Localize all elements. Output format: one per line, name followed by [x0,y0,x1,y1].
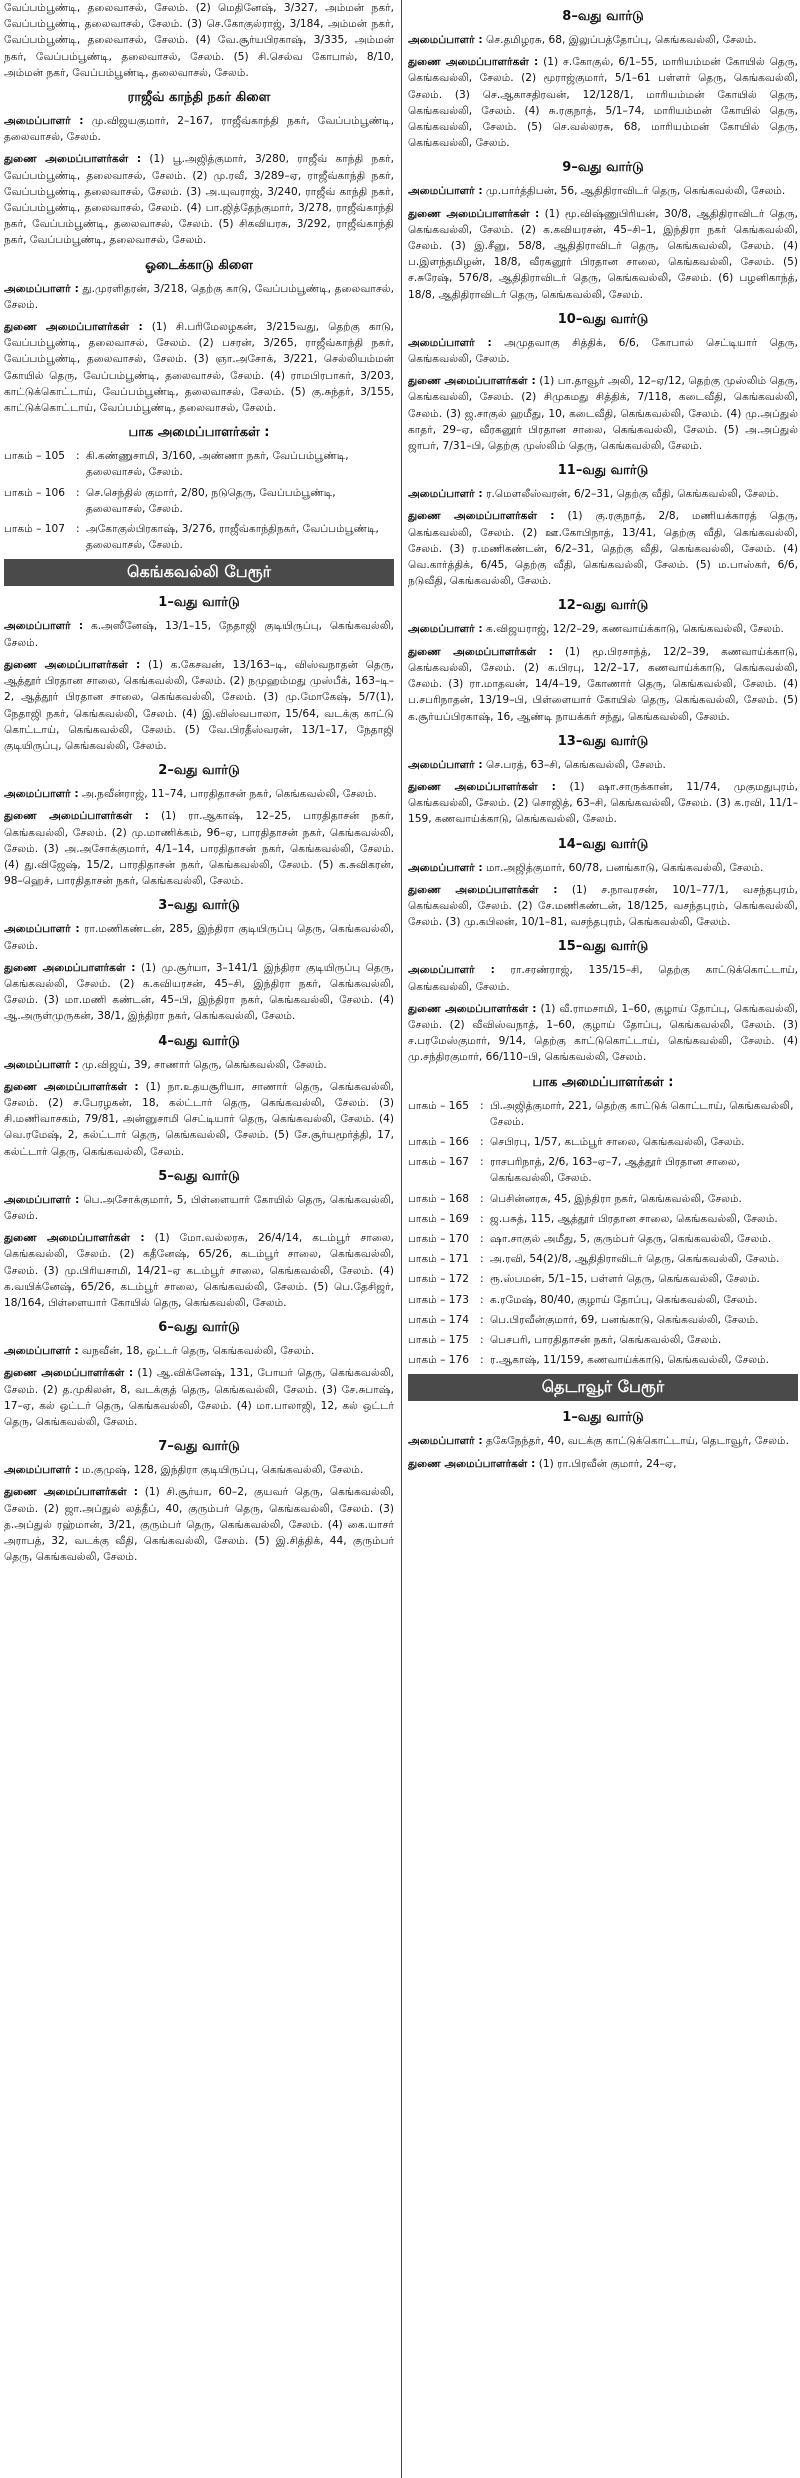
organizer-label: அமைப்பாளர் : [4,923,80,936]
ward-title: 4–வது வார்டு [158,1033,240,1049]
deputies-label: துணை அமைப்பாளர்கள் : [408,510,555,523]
ward-title: 10–வது வார்டு [557,311,649,327]
ward-organizer [408,757,798,773]
ward-deputies [408,508,798,589]
deputies-text: (1) பா.தாவூர் அலி, 12–ஏ/12, தெற்கு முஸ்லிம் தெரு, கெங்கவல்லி, சேலம். (2) சிமுகமது சித்திக், 7/118, கடைவீதி, கெங்கவல்லி, சேலம். (3) ஜ.சாகுல் ஹமீது, 10, கடைவீதி, கெங்கவல்லி, சேலம். (4) மு.அப்துல் காதர், 29–ஏ, வீரகனூர் பிரதான சாலை, கெங்கவல்லி, சேலம். (5) அ.அப்துல் ஜாபர், 7/31–பி, தெற்கு முஸ்லிம் தெரு, கெங்கவல்லி, சேலம். [408,375,798,453]
organizer-label: அமைப்பாளர் : [408,488,483,501]
deputies-text: (1) பூ.அஜித்குமார், 3/280, ராஜீவ் காந்தி நகர், வேப்பம்பூண்டி, தலைவாசல், சேலம். (2) மு.ரவீ, 3/289–ஏ, ராஜீவ்காந்தி நகர், வேப்பம்பூண்டி, தலைவாசல், சேலம். (3) அ.யுவராஜ், 3/240, ராஜீவ் காந்தி நகர், வேப்பம்பூண்டி, தலைவாசல், சேலம். (4) பா.ஜித்தேந்குமார், 3/278, ராஜீவ்காந்தி நகர், வேப்பம்பூண்டி, தலைவாசல், சேலம். (5) சிகவியரசு, 3/292, ராஜீவ்காந்தி நகர், வேப்பம்பூண்டி, தலைவாசல், சேலம். [4,153,394,247]
ward-title: 5–வது வார்டு [158,1168,240,1184]
deputies-label: துணை அமைப்பாளர்கள் : [4,1486,139,1499]
booth-number: பாகம் – 106 [4,486,65,499]
ward-organizer [4,786,394,802]
ward-organizer [408,1433,798,1449]
booth-number: பாகம் – 173 [408,1293,469,1306]
booth-row [408,1312,798,1328]
rajiv-deputies [4,151,394,248]
booth-text: செபிரபு, 1/57, கடம்பூர் சாலை, கெங்கவல்லி, சேலம். [490,1135,745,1148]
ward-organizer [4,921,394,953]
ward-deputies [4,1079,394,1160]
deputies-label: துணை அமைப்பாளர்கள் : [408,207,540,220]
booth-text: ர.ஆகாஷ், 11/159, கணவாய்க்காடு, கெங்கவல்லி, சேலம். [490,1354,770,1367]
deputies-label: துணை அமைப்பாளர்கள் : [4,961,136,974]
organizer-label: அமைப்பாளர் : [4,1464,79,1477]
ward-organizer [4,1343,394,1359]
booth-text: கி.கண்ணுசாமி, 3/160, அண்ணா நகர், வேப்பம்பூண்டி, தலைவாசல், சேலம். [86,450,349,479]
organizer-label: அமைப்பாளர் : [408,336,492,349]
ward-organizer [408,486,798,502]
booth-number: பாகம் – 174 [408,1313,469,1326]
ward-deputies [408,644,798,725]
booth-number: பாகம் – 165 [408,1099,469,1112]
right-booth-list [408,1098,798,1369]
deputies-text: (1) ஆ.விக்னேஷ், 131, போயர் தெரு, கெங்கவல்லி, சேலம். (2) த.முகிலன், 8, வடக்குத் தெரு, கெங்கவல்லி, சேலம். (3) சே.சுபாஷ், 17–ஏ, கல் ஒட்டர் தெரு, கெங்கவல்லி, சேலம். (4) மா.பாலாஜி, 12, கல் ஒட்டர் தெரு, கெங்கவல்லி, சேலம். [4,1367,394,1428]
intro-paragraph: வேப்பம்பூண்டி, தலைவாசல், சேலம். (2) மெதினேஷ், 3/327, அம்மன் நகர், வேப்பம்பூண்டி, தலைவாசல், சேலம். (3) செ.கோகுல்ராஜ், 3/184, அம்மன் நகர், வேப்பம்பூண்டி, தலைவாசல், சேலம். (4) வே.சூர்யபிரகாஷ், 3/335, அம்மன் நகர், வேப்பம்பூண்டி, தலைவாசல், சேலம். (5) சி.செல்வ கோபால், 8/10, அம்மன் நகர், வேப்பம்பூண்டி, தலைவாசல், சேலம். [4,2,394,79]
ward-title: 12–வது வார்டு [557,598,649,614]
organizer-text: க.அஸீனேஷ், 13/1–15, நேதாஜி குடியிருப்பு, கெங்கவல்லி, சேலம். [4,620,394,649]
ward-deputies [408,54,798,151]
deputies-text: (1) ச.கோகுல், 6/1–55, மாரியம்மன் கோயில் தெரு, கெங்கவல்லி, சேலம். (2) மூராஜ்குமார், 5/1–61 பள்ளர் தெரு, கெங்கவல்லி, சேலம். (3) செ.ஆகாசதிரவன், 12/128/1, மாரியம்மன் கோயில் தெரு, கெங்கவல்லி, சேலம். (4) சு.ரகுநாத், 5/1–74, மாரியம்மன் கோயில் தெரு, கெங்கவல்லி, சேலம். (5) செ.வல்லரசு, 68, மாரியம்மன் கோயில் தெரு, கெங்கவல்லி, சேலம். [408,56,798,150]
organizer-text: மு.விஜயகுமார், 2–167, ராஜீவ்காந்தி நகர், வேப்பம்பூண்டி, தலைவாசல், சேலம். [4,115,394,144]
ward-deputies [4,808,394,889]
ward-deputies [408,373,798,454]
booth-separator: : [76,486,80,499]
deputies-text: (1) மூ.பிரசாந்த், 12/2–39, கணவாய்க்காடு, கெங்கவல்லி, சேலம். (2) க.பிரபு, 12/2–17, கணவாய்க்காடு, கெங்கவல்லி, சேலம். (3) ரா.மாதவன், 14/4–19, கோணார் தெரு, கெங்கவல்லி, சேலம். (4) ப.சபரிநாதன், 13/19–பி, பிள்ளையார் கோயில் தெரு, கெங்கவல்லி, சேலம். (5) க.சூர்யப்பிரகாஷ், 16, ஆண்டி நாயக்கர் சந்து, கெங்கவல்லி, சேலம். [408,645,798,723]
booth-row [4,448,394,480]
deputies-text: (1) நா.உதயசூரியா, சாணார் தெரு, கெங்கவல்லி, சேலம். (2) ச.பேரழகன், 18, கல்ட்டார் தெரு, கெங்கவல்லி, சேலம். (3) சி.மணிவாசகம், 79/81, அன்னுசாமி செட்டியார் தெரு, கெங்கவல்லி, சேலம். (4) வெ.ரமேஷ், 2, கல்ட்டார் தெரு, கெங்கவல்லி, சேலம். (5) சே.சூர்யமூர்த்தி, 17, கல்ட்டார் தெரு, கெங்கவல்லி, சேலம். [4,1080,394,1158]
booth-row [408,1231,798,1247]
booth-number: பாகம் – 170 [408,1232,469,1245]
ward-deputies [4,1484,394,1565]
organizer-text: ரா.சரண்ராஜ், 135/15–சி, தெற்கு காட்டுக்கொட்டாய், கெங்கவல்லி, சேலம். [408,964,798,993]
ward-organizer [4,1462,394,1478]
booth-number: பாகம் – 175 [408,1333,469,1346]
ward-title: 15–வது வார்டு [557,939,649,955]
booth-text: அகோகுல்பிரகாஷ், 3/276, ராஜீவ்காந்திநகர், வேப்பம்பூண்டி, தலைவாசல், சேலம். [86,523,379,552]
booth-separator: : [480,1273,484,1286]
organizer-label: அமைப்பாளர் : [408,964,495,977]
organizer-text: மு.விஜய், 39, சாணார் தெரு, கெங்கவல்லி, சேலம். [82,1058,327,1071]
left-booth-list [4,448,394,553]
deputies-label: துணை அமைப்பாளர்கள் : [4,153,142,166]
booth-text: பெசபரி, பாரதிதாசன் நகர், கெங்கவல்லி, சேலம். [490,1333,722,1346]
booth-number: பாகம் – 171 [408,1253,469,1266]
deputies-label: துணை அமைப்பாளர்கள் : [4,1080,139,1093]
organizer-label: அமைப்பாளர் : [408,623,483,636]
booth-separator: : [480,1333,484,1346]
booth-row [4,521,394,553]
ward-title: 11–வது வார்டு [557,463,649,479]
deputies-text: (1) சி.பரிமேலழகன், 3/215வது, தெற்கு காடு, வேப்பம்பூண்டி, தலைவாசல், சேலம். (2) பசரன், 3/265, ராஜீவ்காந்தி நகர், வேப்பம்பூண்டி, தலைவாசல், சேலம். (3) ஞா.அசோக், 3/221, செல்லியம்மன் கோயில் தெரு, வேப்பம்பூண்டி, தலைவாசல், சேலம். (4) ராமபிரபாகர், 3/203, காட்டுக்கொட்டாய், வேப்பம்பூண்டி, தலைவாசல், சேலம். (5) கு.சுந்தர், 3/155, காட்டுக்கொட்டாய், வேப்பம்பூண்டி, தலைவாசல், சேலம். [4,321,394,415]
deputies-label: துணை அமைப்பாளர்கள் : [408,375,536,388]
booth-row [408,1191,798,1207]
right-column [408,0,798,2478]
organizer-text: அ.நவீன்ராஜ், 11–74, பாரதிதாசன் நகர், கெங்கவல்லி, சேலம். [82,788,377,801]
booth-separator: : [76,450,80,463]
organizer-label: அமைப்பாளர் : [4,1193,80,1206]
organizer-label: அமைப்பாளர் : [408,34,483,46]
booth-number: பாகம் – 168 [408,1192,469,1205]
ward-organizer [408,335,798,367]
booth-number: பாகம் – 167 [408,1156,469,1169]
booth-number: பாகம் – 169 [408,1212,469,1225]
organizer-text: செ.பரத், 63–சி, கெங்கவல்லி, சேலம். [486,758,666,771]
deputies-text: (1) மு.சூர்யா, 3–141/1 இந்திரா குடியிருப்பு தெரு, கெங்கவல்லி, சேலம். (2) க.கவியரசன், 45–சி, இந்திரா நகர், கெங்கவல்லி, சேலம். (3) மா.மணி கண்டன், 45–பி, இந்திரா நகர், கெங்கவல்லி, சேலம். (4) ஆ.அருள்முருகன், 38/1, இந்திரா நகர், கெங்கவல்லி, சேலம். [4,961,394,1023]
booth-text: க.ரமேஷ், 80/40, குழாய் தோப்பு, கெங்கவல்லி, சேலம். [490,1293,758,1306]
deputies-text: (1) ரா.பிரவீன் குமார், 24–ஏ, [538,1457,677,1470]
booth-separator: : [480,1099,484,1112]
deputies-label: துணை அமைப்பாளர்கள் : [4,321,143,334]
booth-number: பாகம் – 166 [408,1135,469,1148]
booth-row [408,1154,798,1186]
organizer-text: மா.அஜித்குமார், 60/78, பனங்காடு, கெங்கவல்லி, சேலம். [486,861,764,874]
right-ward-list [408,8,798,1066]
deputies-text: (1) மோ.வல்லரசு, 26/4/14, கடம்பூர் சாலை, கெங்கவல்லி, சேலம். (2) கதீனேஷ், 65/26, கடம்பூர் சாலை, கெங்கவல்லி, சேலம். (3) மு.பிரியசாமி, 14/21–ஏ கடம்பூர் சாலை, கெங்கவல்லி, சேலம். (4) க.வயிக்னேஷ், 65/26, கடம்பூர் சாலை, கெங்கவல்லி, சேலம். (5) பெ.தேசிஜர், 18/164, பிள்ளையார் கோயில் தெரு, கெங்கவல்லி, சேலம். [4,1232,394,1309]
column-divider [401,0,402,2478]
organizer-text: அமுதவாகு சித்திக், 6/6, கோபால் செட்டியார் தெரு, கெங்கவல்லி, சேலம். [408,336,798,366]
ward-title: 3–வது வார்டு [158,898,240,914]
organizer-label: அமைப்பாளர் : [408,861,483,874]
right-booth-title: பாக அமைப்பாளர்கள் : [532,1074,674,1090]
ward-title: 2–வது வார்டு [158,763,240,779]
ward-deputies [4,1230,394,1311]
ward-deputies [408,1456,798,1472]
deputies-text: (1) க.கேசவன், 13/163–டி, விஸ்வநாதன் தெரு, ஆத்தூர் பிரதான சாலை, கெங்கவல்லி, சேலம். (2) நமுஹம்மது முஸ்பீக், 163–டி–2, ஆத்தூர் பிரதான சாலை, கெங்கவல்லி, சேலம். (3) மு.மோகேஷ், 5/7(1), நேதாஜி நகர், கெங்கவல்லி, சேலம். (4) இ.விஸ்வபாலா, 15/64, வடக்கு காட்டு கொட்டாய், கெங்கவல்லி, சேலம். (5) வே.பிரதீஸ்வரன், 13/1–17, நேதாஜி குடியிருப்பு, கெங்கவல்லி, சேலம். [4,658,394,752]
organizer-text: வநவீன், 18, ஒட்டர் தெரு, கெங்கவல்லி, சேலம். [82,1345,315,1358]
ward-organizer [4,1057,394,1073]
booth-text: பி.அஜித்குமார், 221, தெற்கு காட்டுக் கொட்டாய், கெங்கவல்லி, சேலம். [490,1099,794,1128]
booth-number: பாகம் – 176 [408,1354,469,1367]
deputies-label: துணை அமைப்பாளர்கள் : [4,1232,145,1245]
organizer-text: ரா.மணிகண்டன், 285, இந்திரா குடியிருப்பு தெரு, கெங்கவல்லி, சேலம். [4,923,394,952]
booth-text: ஷா.சாகுல் அமீது, 5, குரும்பர் தெரு, கெங்கவல்லி, சேலம். [490,1232,772,1245]
ward-organizer [408,860,798,876]
organizer-label: அமைப்பாளர் : [408,1435,483,1448]
ward-title: 1–வது வார்டு [158,595,240,611]
booth-separator: : [480,1232,484,1245]
organizer-text: செ.தமிழரசு, 68, இலுப்பத்தோப்பு, கெங்கவல்லி, சேலம். [486,34,757,46]
booth-text: பெசின்னரசு, 45, இந்திரா நகர், கெங்கவல்லி, சேலம். [490,1192,742,1205]
ward-deputies [4,1365,394,1430]
ward-deputies [4,960,394,1025]
ward-deputies [408,882,798,931]
booth-row [408,1134,798,1150]
booth-separator: : [480,1354,484,1367]
ward-title: 1–வது வார்டு [562,1410,644,1426]
ward-deputies [4,657,394,754]
section-bar-thedavur: தெடாவூர் பேரூர் [408,1374,798,1401]
deputies-label: துணை அமைப்பாளர்கள் : [408,56,539,69]
organizer-text: தகேநேந்தர், 40, வடக்கு காட்டுக்கொட்டாய், தெடாவூர், சேலம். [486,1435,789,1448]
booth-separator: : [480,1135,484,1148]
organizer-label: அமைப்பாளர் : [4,788,79,801]
ward-deputies [408,1001,798,1066]
deputies-label: துணை அமைப்பாளர்கள் : [4,810,149,823]
booth-text: ஜ.பசுத், 115, ஆத்தூர் பிரதான சாலை, கெங்கவல்லி, சேலம். [490,1212,778,1225]
deputies-text: (1) கு.ரகுநாத், 2/8, மணியக்காரத் தெரு, கெங்கவல்லி, சேலம். (2) ஊ.கோபிநாத், 13/41, தெற்கு வீதி, கெங்கவல்லி, சேலம். (3) ர.மணிகண்டன், 6/2–31, தெற்கு வீதி, கெங்கவல்லி, சேலம். (4) வெ.கார்த்திக், 6/45, தெற்கு வீதி, கெங்கவல்லி, சேலம். (5) ம.பாஸ்கர், 6/6, நடுவீதி, கெங்கவல்லி, சேலம். [408,510,798,588]
booth-separator: : [76,523,80,536]
organizer-text: க.விஜயராஜ், 12/2–29, கணவாய்க்காடு, கெங்கவல்லி, சேலம். [486,623,784,636]
booth-number: பாகம் – 172 [408,1273,469,1286]
left-column [4,0,394,2478]
organizer-label: அமைப்பாளர் : [4,1345,79,1358]
booth-separator: : [480,1212,484,1225]
deputies-label: துணை அமைப்பாளர்கள் : [4,658,141,671]
ward-deputies [408,206,798,303]
ward-deputies [408,779,798,828]
ward-title: 13–வது வார்டு [557,733,649,749]
organizer-label: அமைப்பாளர் : [4,115,84,128]
deputies-text: (1) ஷா.சாருக்கான், 11/74, முகுமதுபுரம், கெங்கவல்லி, சேலம். (2) சொஜித், 63–சி, கெங்கவல்லி, சேலம். (3) க.ரவி, 11/1–159, கணவாய்க்காடு, கெங்கவல்லி, சேலம். [408,780,798,826]
ward-title: 7–வது வார்டு [158,1439,240,1455]
booth-row [408,1098,798,1130]
rajiv-branch-title: ராஜீவ் காந்தி நகர் கிளை [127,90,271,106]
rajiv-organizer [4,113,394,145]
odai-deputies [4,319,394,416]
booth-row [408,1271,798,1287]
booth-separator: : [480,1156,484,1169]
deputies-label: துணை அமைப்பாளர்கள் : [408,1457,536,1470]
deputies-text: (1) ரா.ஆகாஷ், 12–25, பாரதிதாசன் நகர், கெங்கவல்லி, சேலம். (2) மு.மாணிக்கம், 96–ஏ, பாரதிதாசன் நகர், கெங்கவல்லி, சேலம். (3) அ.அசோக்குமார், 4/1–14, பாரதிதாசன் நகர், கெங்கவல்லி, சேலம். (4) து.விஜேஷ், 15/2, பாரதிதாசன் நகர், கெங்கவல்லி, சேலம். (5) க.சுவிகரன், 98–ஹெச், பாரதிதாசன் நகர், கெங்கவல்லி, சேலம். [4,810,394,888]
booth-text: அ.ரவி, 54(2)/8, ஆதிதிராவிடர் தெரு, கெங்கவல்லி, சேலம். [490,1253,780,1266]
ward-title: 14–வது வார்டு [557,836,649,852]
booth-text: ரூ.ஸ்பமன், 5/1–15, பள்ளர் தெரு, கெங்கவல்லி, சேலம். [490,1273,760,1286]
odai-branch-title: ஓடைக்காடு கிளை [145,257,253,273]
ward-organizer [4,618,394,650]
ward-title: 9–வது வார்டு [562,160,644,176]
left-booth-title: பாக அமைப்பாளர்கள் : [128,425,270,441]
booth-row [4,485,394,517]
booth-separator: : [480,1293,484,1306]
booth-row [408,1211,798,1227]
booth-text: ராசபரிநாத், 2/6, 163–ஏ–7, ஆத்தூர் பிரதான சாலை, கெங்கவல்லி, சேலம். [490,1156,740,1185]
deputies-label: துணை அமைப்பாளர்கள் : [408,883,558,896]
organizer-label: அமைப்பாளர் : [4,1058,79,1071]
section-bar-kengavalli: கெங்கவல்லி பேரூர் [4,559,394,586]
organizer-text: து.முரளிதரன், 3/218, தெற்கு காடு, வேப்பம்பூண்டி, தலைவாசல், சேலம். [4,282,394,311]
deputies-label: துணை அமைப்பாளர்கள் : [4,1367,134,1380]
booth-text: செ.செந்தில் குமார், 2/80, நடுதெரு, வேப்பம்பூண்டி, தலைவாசல், சேலம். [86,486,336,515]
booth-row [408,1251,798,1267]
left-ward-list [4,594,394,1565]
ward-organizer [408,962,798,994]
organizer-label: அமைப்பாளர் : [408,185,483,198]
booth-text: பெ.பிரவீன்குமார், 69, பனங்காடு, கெங்கவல்லி, சேலம். [490,1313,759,1326]
organizer-text: ர.மௌலீஸ்வரன், 6/2–31, தெற்கு வீதி, கெங்கவல்லி, சேலம். [486,488,779,501]
organizer-text: ம.குமுஷ், 128, இந்திரா குடியிருப்பு, கெங்கவல்லி, சேலம். [82,1464,364,1477]
booth-row [408,1292,798,1308]
booth-row [408,1352,798,1368]
booth-separator: : [480,1253,484,1266]
odai-organizer [4,281,394,313]
deputies-text: (1) ச.நாவரசன், 10/1–77/1, வசந்தபுரம், கெங்கவல்லி, சேலம். (2) சே.மணிகண்டன், 18/125, வசந்தபுரம், கெங்கவல்லி, சேலம். (3) மு.கபிலன், 10/1–81, வசந்தபுரம், கெங்கவல்லி, சேலம். [408,883,798,929]
organizer-label: அமைப்பாளர் : [408,758,483,771]
booth-number: பாகம் – 105 [4,450,65,463]
organizer-label: அமைப்பாளர் : [4,620,84,633]
ward-organizer [408,32,798,48]
deputies-label: துணை அமைப்பாளர்கள் : [408,1002,537,1015]
booth-row [408,1332,798,1348]
booth-number: பாகம் – 107 [4,523,65,536]
organizer-text: பெ.அசோக்குமார், 5, பிள்ளையார் கோயில் தெரு, கெங்கவல்லி, சேலம். [4,1193,394,1222]
ward-title: 8–வது வார்டு [562,9,644,24]
deputies-text: (1) மூ.விஷ்ணுபிரியன், 30/8, ஆதிதிராவிடர் தெரு, கெங்கவல்லி, சேலம். (2) க.கவியரசன், 45–சி–1, இந்திரா நகர் கெங்கவல்லி, சேலம். (3) இ.சீனு, 58/8, ஆதிதிராவிடர் தெரு, கெங்கவல்லி, சேலம். (4) ப.இளந்தமிழன், 18/8, வீரகனூர் பிரதான சாலை, கெங்கவல்லி, சேலம். (5) ச.சுரேஷ், 576/8, ஆதிதிராவிடர் தெரு, கெங்கவல்லி, சேலம். (6) பழனிகாந்த், 18/8, ஆதிதிராவிடர் தெரு, கெங்கவல்லி, சேலம். [408,207,798,301]
deputies-label: துணை அமைப்பாளர்கள் : [408,780,556,793]
organizer-text: மு.பார்த்திபன், 56, ஆதிதிராவிடர் தெரு, கெங்கவல்லி, சேலம். [486,185,786,198]
deputies-label: துணை அமைப்பாளர்கள் : [408,645,553,658]
organizer-label: அமைப்பாளர் : [4,282,79,295]
ward-title: 6–வது வார்டு [158,1320,240,1336]
ward-organizer [4,1192,394,1224]
booth-separator: : [480,1313,484,1326]
ward-organizer [408,183,798,199]
booth-separator: : [480,1192,484,1205]
deputies-text: (1) வீ.ராமசாமி, 1–60, குழாய் தோப்பு, கெங்கவல்லி, சேலம். (2) வீவிஸ்வநாத், 1–60, குழாய் தோப்பு, கெங்கவல்லி, சேலம். (3) ச.பரமேஸ்குமார், 9/14, தெற்கு காட்டுகொட்டாய், கெங்கவல்லி, சேலம். (4) மு.சந்திரகுமார், 66/110–பி, கெங்கவல்லி, சேலம். [408,1002,798,1064]
deputies-text: (1) சி.சூர்யா, 60–2, குயவர் தெரு, கெங்கவல்லி, சேலம். (2) ஜா.அப்துல் லத்தீப், 40, குரும்பர் தெரு, கெங்கவல்லி, சேலம். (3) த.அப்துல் ரஹ்மான், 3/21, குரும்பர் தெரு, கெங்கவல்லி, சேலம். (4) கை.யாசர் அராபத், 32, வடக்கு வீதி, கெங்கவல்லி, சேலம். (5) இ.சித்திக், 44, குரும்பர் தெரு, கெங்கவல்லி, சேலம். [4,1486,394,1564]
ward-organizer [408,621,798,637]
